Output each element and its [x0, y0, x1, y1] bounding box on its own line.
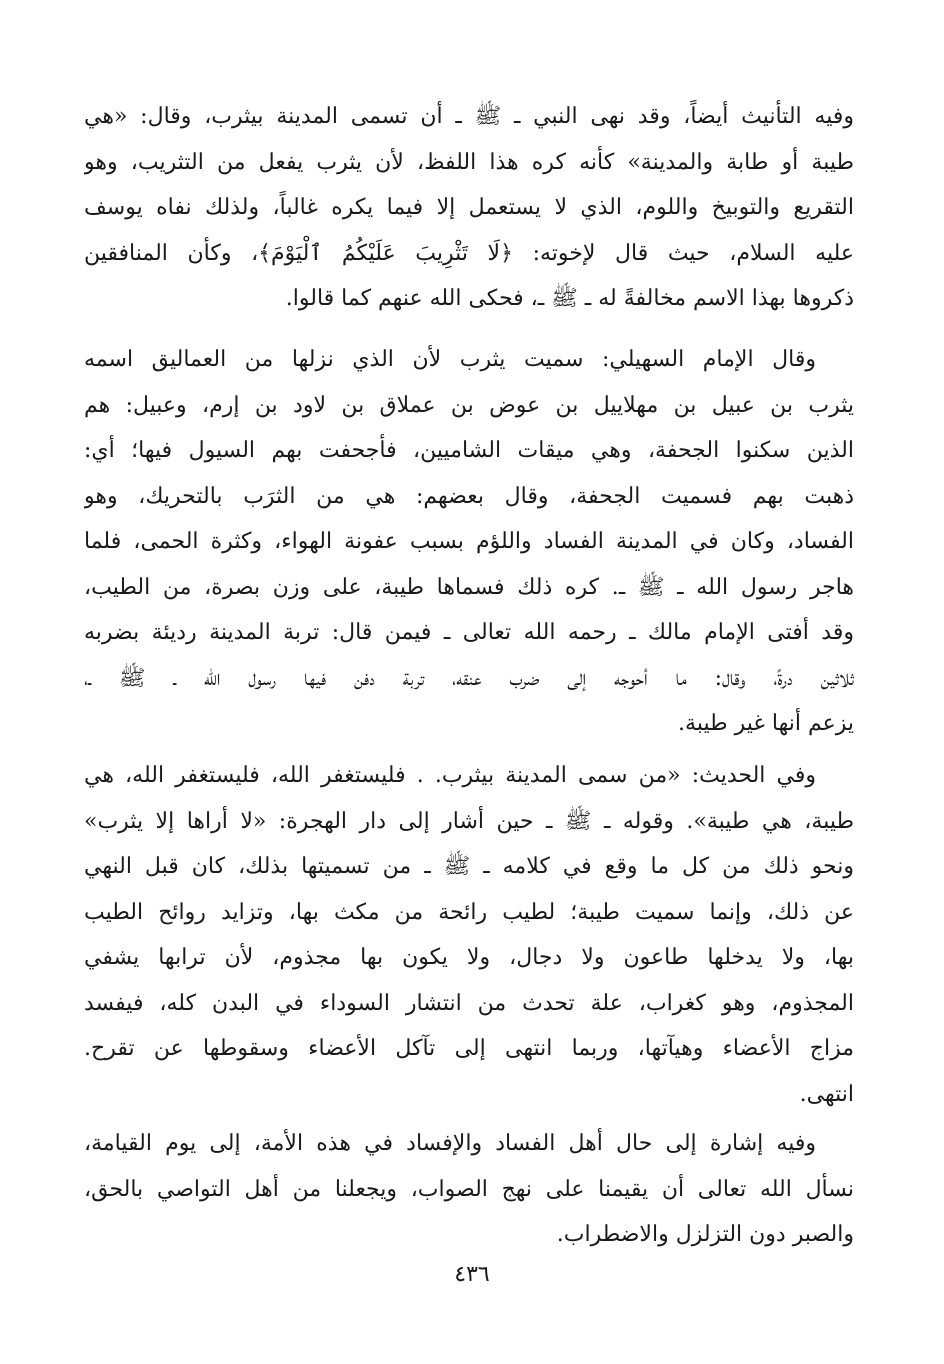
text-line: الفساد، وكان في المدينة الفساد واللؤم بسبب عفونة الهواء، وكثرة الحمى، فلما [84, 529, 854, 554]
text-line: عليه السلام، حيث قال لإخوته: ﴿لَا تَثْرِيبَ عَلَيْكُمُ ٱلْيَوْمَ﴾، وكأن المنافقين [84, 240, 854, 266]
text-line: وقد أفتى الإمام مالك ـ رحمه الله تعالى ـ فيمن قال: تربة المدينة رديئة بضربه [84, 620, 854, 645]
text-line: هاجر رسول الله ـ ﷺ ـ. كره ذلك فسماها طيبة، على وزن بصرة، من الطيب، [84, 574, 854, 600]
text-line: وقال الإمام السهيلي: سميت يثرب لأن الذي نزلها من العماليق اسمه [84, 347, 816, 372]
text-line: الذين سكنوا الجحفة، وهي ميقات الشاميين، فأجحفت بهم السيول فيها؛ أي: [84, 438, 854, 463]
text-line: المجذوم، وهو كغراب، علة تحدث من انتشار السوداء في البدن كله، فيفسد [84, 990, 854, 1016]
text-line: وفي الحديث: «من سمى المدينة بيثرب. . فليستغفر الله، فليستغفر الله، هي [84, 763, 816, 788]
text-line: التقريع والتوبيخ واللوم، الذي لا يستعمل إلا فيما يكره غالباً، ولذلك نفاه يوسف [84, 195, 854, 220]
text-line: وفيه التأنيث أيضاً، وقد نهى النبي ـ ﷺ ـ أن تسمى المدينة بيثرب، وقال: «هي [84, 104, 854, 129]
text-line: طيبة أو طابة والمدينة» كأنه كره هذا اللفظ، لأن يثرب يفعل من التثريب، وهو [84, 149, 854, 175]
text-line: انتهى. [799, 1081, 854, 1107]
text-line: نسأل الله تعالى أن يقيمنا على نهج الصواب، ويجعلنا من أهل التواصي بالحق، [84, 1176, 854, 1202]
paragraph-1 [84, 94, 854, 322]
text-line: عن ذلك، وإنما سميت طيبة؛ لطيب رائحة من مكث بها، وتزايد روائح الطيب [84, 899, 854, 925]
text-line: ذكروها بهذا الاسم مخالفةً له ـ ﷺ ـ، فحكى الله عنهم كما قالوا. [285, 286, 854, 311]
page-number: ٤٣٦ [454, 1262, 490, 1287]
paragraph-2 [84, 337, 854, 747]
text-line: ثلاثين درةً، وقال: ما أحوجه إلى ضرب عنقه، تربة دفن فيها رسول الله ـ ﷺ ـ، [84, 665, 854, 691]
text-line: يزعم أنها غير طيبة. [678, 711, 854, 736]
text-line: بها، ولا يدخلها طاعون ولا دجال، ولا يكون بها مجذوم، لأن ترابها يشفي [84, 945, 854, 970]
text-line: يثرب بن عبيل بن مهلاييل بن عوض بن عملاق بن لاود بن إرم، وعبيل: هم [84, 392, 854, 418]
paragraph-3 [84, 753, 854, 1117]
text-line: وفيه إشارة إلى حال أهل الفساد والإفساد في هذه الأمة، إلى يوم القيامة، [84, 1131, 816, 1156]
text-line: ذهبت بهم فسميت الجحفة، وقال بعضهم: هي من الثرَب بالتحريك، وهو [84, 483, 854, 509]
text-line: مزاج الأعضاء وهيآتها، وربما انتهى إلى تآكل الأعضاء وسقوطها عن تقرح. [84, 1036, 854, 1061]
text-line: طيبة، هي طيبة». وقوله ـ ﷺ ـ حين أشار إلى دار الهجرة: «لا أراها إلا يثرب» [84, 808, 854, 834]
text-line: والصبر دون التزلزل والاضطراب. [556, 1222, 854, 1247]
text-line: ونحو ذلك من كل ما وقع في كلامه ـ ﷺ ـ من تسميتها بذلك، كان قبل النهي [84, 854, 854, 879]
paragraph-4 [84, 1121, 854, 1258]
